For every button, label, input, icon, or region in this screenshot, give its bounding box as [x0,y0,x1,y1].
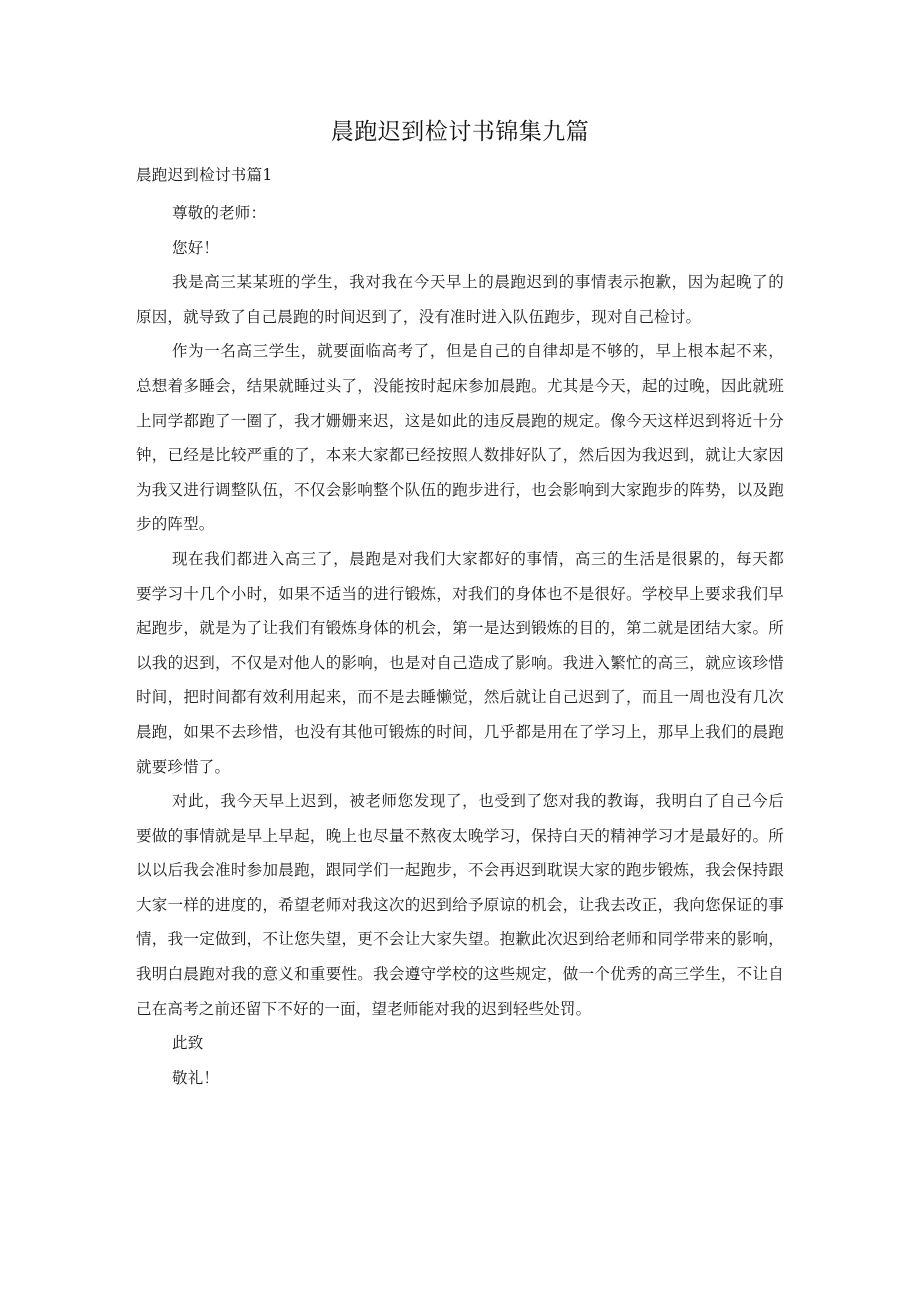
closing-line-1: 此致 [172,1034,204,1053]
closing-line-2: 敬礼！ [172,1068,220,1087]
body-paragraph-1: 我是高三某某班的学生，我对我在今天早上的晨跑迟到的事情表示抱歉，因为起晚了的原因，就导致了自己晨跑的时间迟到了，没有准时进入队伍跑步，现对自己检讨。 [136,273,784,326]
greeting: 您好！ [172,238,220,257]
body-paragraph-4: 对此，我今天早上迟到，被老师您发现了，也受到了您对我的教诲，我明白了自己今后要做的事情就是早上早起，晚上也尽量不熬夜太晚学习，保持白天的精神学习才是最好的。所以以后我会准时参加晨跑，跟同学们一起跑步，不会再迟到耽误大家的跑步锻炼，我会保持跟大家一样的进度的，希望老师对我这次的迟到给予原谅的机会，让我去改正，我向您保证的事情，我一定做到，不让您失望，更不会让大家失望。抱歉此次迟到给老师和同学带来的影响，我明白晨跑对我的意义和重要性。我会遵守学校的这些规定，做一个优秀的高三学生，不让自己在高考之前还留下不好的一面，望老师能对我的迟到轻些处罚。 [136,792,784,1018]
letter-body [136,196,784,1095]
body-paragraph-3: 现在我们都进入高三了，晨跑是对我们大家都好的事情，高三的生活是很累的，每天都要学习十几个小时，如果不适当的进行锻炼，对我们的身体也不是很好。学校早上要求我们早起跑步，就是为了让我们有锻炼身体的机会，第一是达到锻炼的目的，第二就是团结大家。所以我的迟到，不仅是对他人的影响，也是对自己造成了影响。我进入繁忙的高三，就应该珍惜时间，把时间都有效利用起来，而不是去睡懒觉，然后就让自己迟到了，而且一周也没有几次晨跑，如果不去珍惜，也没有其他可锻炼的时间，几乎都是用在了学习上，那早上我们的晨跑就要珍惜了。 [136,549,784,776]
section-heading: 晨跑迟到检讨书篇1 [136,166,273,184]
document-title: 晨跑迟到检讨书锦集九篇 [330,119,590,145]
salutation: 尊敬的老师： [172,204,267,222]
body-paragraph-2: 作为一名高三学生，就要面临高考了，但是自己的自律却是不够的，早上根本起不来，总想着多睡会，结果就睡过头了，没能按时起床参加晨跑。尤其是今天，起的过晚，因此就班上同学都跑了一圈了，我才姗姗来迟，这是如此的违反晨跑的规定。像今天这样迟到将近十分钟，已经是比较严重的了，本来大家都已经按照人数排好队了，然后因为我迟到，就让大家因为我又进行调整队伍，不仅会影响整个队伍的跑步进行，也会影响到大家跑步的阵势，以及跑步的阵型。 [136,342,784,534]
